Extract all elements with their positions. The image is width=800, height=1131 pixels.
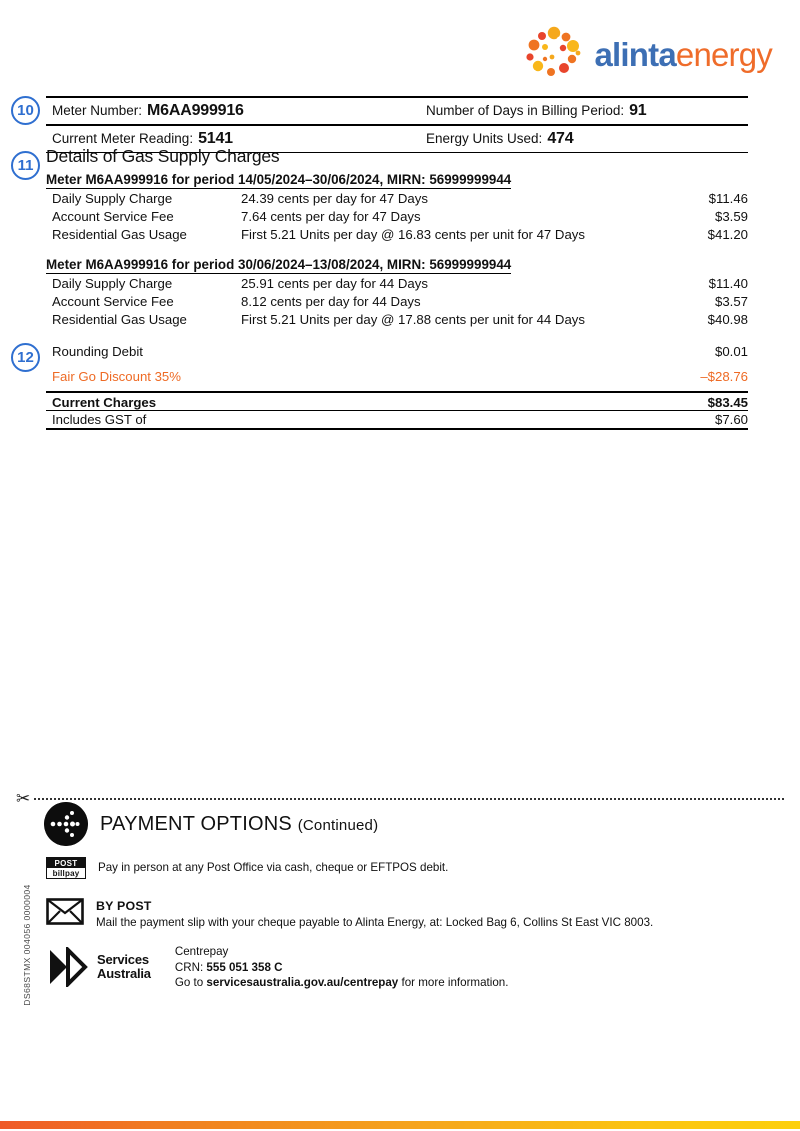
charge-line bbox=[46, 191, 748, 209]
by-post-heading: BY POST bbox=[96, 899, 152, 913]
centrepay-crn-label: CRN: bbox=[174, 960, 204, 974]
postbillpay-option bbox=[46, 857, 448, 879]
charge-desc: 7.64 cents per day for 47 Days bbox=[241, 209, 421, 224]
current-reading-label: Current Meter Reading: bbox=[52, 131, 194, 146]
document-side-code: DS68STMX 004056 0000004 bbox=[22, 884, 32, 1006]
charge-desc: 25.91 cents per day for 44 Days bbox=[241, 276, 428, 291]
gst-label: Includes GST of bbox=[52, 412, 147, 427]
charge-line bbox=[46, 312, 748, 330]
charge-period-1 bbox=[46, 171, 748, 245]
payment-options-continued: (Continued) bbox=[297, 816, 379, 834]
centrepay-option bbox=[48, 944, 508, 991]
charge-amount: $3.59 bbox=[714, 209, 748, 224]
section-title: Details of Gas Supply Charges bbox=[46, 146, 280, 166]
post-billpay-logo bbox=[46, 857, 86, 879]
charge-amount: $11.40 bbox=[708, 276, 748, 291]
current-charges-amount: $83.45 bbox=[707, 395, 748, 410]
logo-word-energy: energy bbox=[675, 35, 772, 73]
charge-name: Residential Gas Usage bbox=[52, 312, 187, 327]
envelope-icon bbox=[46, 898, 84, 925]
meter-number-cell bbox=[46, 102, 426, 120]
units-used-label: Energy Units Used: bbox=[426, 131, 543, 146]
spacer bbox=[46, 245, 748, 256]
sa-word-line2: Australia bbox=[97, 966, 151, 982]
charge-desc: 24.39 cents per day for 47 Days bbox=[241, 191, 428, 206]
logo-wordmark bbox=[594, 35, 773, 73]
discount-label: Fair Go Discount 35% bbox=[52, 369, 181, 384]
centrepay-info-link[interactable]: servicesaustralia.gov.au/centrepay bbox=[206, 976, 399, 990]
services-australia-chevron-icon bbox=[48, 947, 90, 987]
charge-amount: $11.46 bbox=[708, 191, 748, 206]
step-marker-12: 12 bbox=[11, 343, 40, 372]
services-australia-wordmark bbox=[97, 953, 151, 981]
current-reading-value: 5141 bbox=[198, 130, 233, 147]
charge-name: Account Service Fee bbox=[52, 209, 174, 224]
by-post-option bbox=[46, 898, 653, 930]
current-charges-row bbox=[46, 393, 748, 410]
centrepay-crn-row bbox=[175, 960, 509, 976]
current-charges-label: Current Charges bbox=[52, 395, 157, 410]
charge-line bbox=[46, 294, 748, 312]
centrepay-info-suffix: for more information. bbox=[398, 976, 509, 990]
charge-name: Residential Gas Usage bbox=[52, 227, 187, 242]
period-heading: Meter M6AA999916 for period 14/05/2024–30/06/2024, MIRN: 56999999944 bbox=[46, 172, 512, 187]
divider bbox=[46, 428, 748, 430]
spacer bbox=[46, 330, 748, 344]
gst-row bbox=[46, 411, 748, 428]
charge-desc: First 5.21 Units per day @ 16.83 cents per unit for 47 Days bbox=[241, 227, 585, 242]
charge-line bbox=[46, 276, 748, 294]
billing-days-cell bbox=[426, 102, 748, 120]
spacer bbox=[46, 362, 748, 369]
centrepay-text-block bbox=[175, 944, 509, 991]
centrepay-heading: Centrepay bbox=[174, 945, 229, 958]
rounding-debit-row bbox=[46, 344, 748, 362]
scissors-icon: ✂ bbox=[16, 789, 31, 808]
rounding-amount: $0.01 bbox=[714, 344, 748, 359]
charge-name: Daily Supply Charge bbox=[52, 191, 173, 206]
gst-amount: $7.60 bbox=[714, 412, 748, 427]
charge-desc: 8.12 cents per day for 44 Days bbox=[241, 294, 421, 309]
step-marker-11: 11 bbox=[11, 151, 40, 180]
charge-amount: $3.57 bbox=[714, 294, 748, 309]
meter-number-label: Meter Number: bbox=[52, 103, 143, 118]
logo-dots-icon bbox=[521, 26, 585, 82]
payment-arrow-icon bbox=[44, 802, 88, 846]
alinta-energy-logo bbox=[521, 26, 773, 82]
meter-summary-block bbox=[46, 96, 748, 153]
centrepay-info-row bbox=[175, 975, 509, 991]
discount-amount: –$28.76 bbox=[700, 369, 748, 384]
charge-line bbox=[46, 227, 748, 245]
bottom-gradient-bar bbox=[0, 1121, 800, 1129]
payment-options-title-text: PAYMENT OPTIONS bbox=[100, 812, 292, 835]
payment-options-header bbox=[44, 802, 378, 846]
fair-go-discount-row bbox=[46, 369, 748, 387]
charge-desc: First 5.21 Units per day @ 17.88 cents per unit for 44 Days bbox=[241, 312, 585, 327]
charge-amount: $41.20 bbox=[707, 227, 748, 242]
centrepay-info-prefix: Go to bbox=[174, 976, 207, 990]
by-post-text-block bbox=[96, 898, 653, 930]
charge-name: Daily Supply Charge bbox=[52, 276, 173, 291]
services-australia-logo bbox=[48, 944, 151, 991]
charge-amount: $40.98 bbox=[707, 312, 748, 327]
charge-period-2 bbox=[46, 256, 748, 330]
post-logo-top: POST bbox=[47, 858, 85, 868]
rounding-label: Rounding Debit bbox=[52, 344, 143, 359]
totals-block bbox=[46, 391, 748, 430]
centrepay-crn-value: 555 051 358 C bbox=[206, 960, 283, 974]
charge-line bbox=[46, 209, 748, 227]
charge-name: Account Service Fee bbox=[52, 294, 174, 309]
period-heading: Meter M6AA999916 for period 30/06/2024–13/08/2024, MIRN: 56999999944 bbox=[46, 257, 512, 272]
billing-days-label: Number of Days in Billing Period: bbox=[426, 103, 625, 118]
sa-word-line1: Services bbox=[97, 952, 149, 968]
by-post-text: Mail the payment slip with your cheque payable to Alinta Energy, at: Locked Bag 6, Collins St East VIC 8003. bbox=[96, 915, 654, 929]
meter-row-number bbox=[46, 98, 748, 124]
gas-supply-charges-section bbox=[46, 146, 748, 430]
payment-options-title bbox=[100, 813, 378, 836]
meter-number-value: M6AA999916 bbox=[147, 102, 244, 119]
dotted-cut-rule bbox=[34, 798, 784, 800]
units-used-value: 474 bbox=[547, 130, 574, 147]
step-marker-10: 10 bbox=[11, 96, 40, 125]
logo-word-alinta: alinta bbox=[594, 35, 676, 73]
billing-days-value: 91 bbox=[629, 102, 647, 119]
postbillpay-text: Pay in person at any Post Office via cash, cheque or EFTPOS debit. bbox=[98, 861, 449, 875]
post-logo-bottom: billpay bbox=[47, 868, 85, 878]
